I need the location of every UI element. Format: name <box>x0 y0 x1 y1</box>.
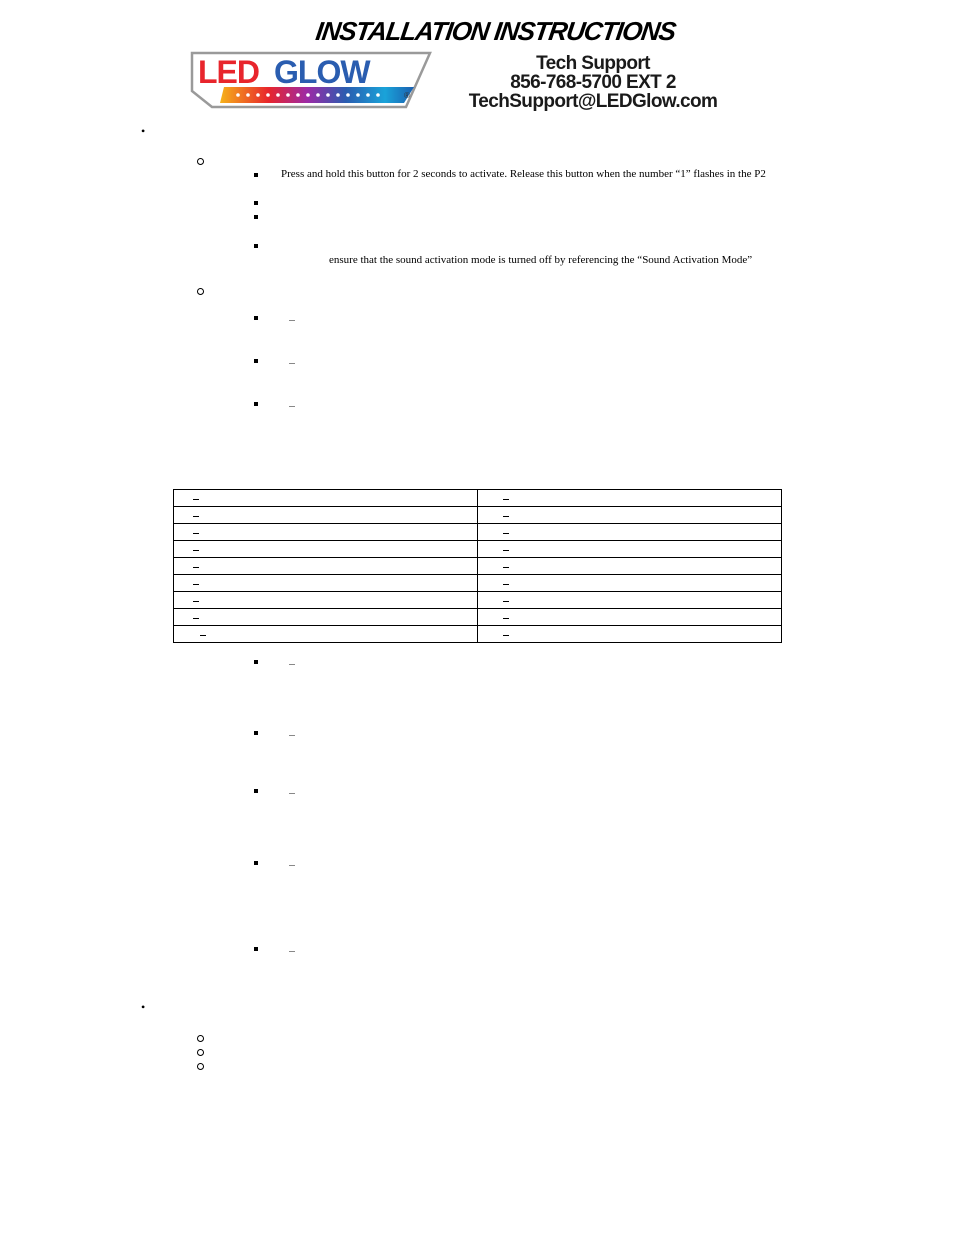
sub-bullet-1 <box>197 158 204 165</box>
item-bullet-8 <box>254 660 258 664</box>
item-bullet-12 <box>254 947 258 951</box>
bullet-1: • <box>141 124 146 138</box>
logo-registered-mark: ® <box>404 91 410 100</box>
item-dash-8 <box>289 664 295 665</box>
table-cell <box>174 541 478 558</box>
item-bullet-1 <box>254 173 258 177</box>
table-row <box>174 609 782 626</box>
table-cell <box>478 490 782 507</box>
ledglow-logo <box>190 51 432 109</box>
table-row <box>174 558 782 575</box>
item-bullet-10 <box>254 789 258 793</box>
settings-table <box>173 489 782 643</box>
table-row <box>174 592 782 609</box>
item-bullet-3 <box>254 215 258 219</box>
table-cell <box>174 524 478 541</box>
table-cell <box>478 524 782 541</box>
table-cell <box>174 558 478 575</box>
item-bullet-7 <box>254 402 258 406</box>
item-dash-6 <box>289 363 295 364</box>
table-row <box>174 626 782 643</box>
item-dash-7 <box>289 406 295 407</box>
item-bullet-9 <box>254 731 258 735</box>
logo-text-led: LED <box>198 54 259 90</box>
support-email: TechSupport@LEDGlow.com <box>468 91 718 112</box>
item-bullet-6 <box>254 359 258 363</box>
sub-bullet-3 <box>197 1035 204 1042</box>
table-cell <box>174 609 478 626</box>
table-row <box>174 575 782 592</box>
table-cell <box>174 507 478 524</box>
sub-bullet-5 <box>197 1063 204 1070</box>
item-dash-12 <box>289 951 295 952</box>
table-row <box>174 507 782 524</box>
table-cell <box>478 575 782 592</box>
support-phone: 856-768-5700 EXT 2 <box>510 72 676 93</box>
table-row <box>174 490 782 507</box>
item-dash-5 <box>289 320 295 321</box>
table-cell <box>174 575 478 592</box>
support-label: Tech Support <box>536 53 650 74</box>
table-cell <box>478 626 782 643</box>
item-bullet-2 <box>254 201 258 205</box>
table-cell <box>478 592 782 609</box>
table-cell <box>174 592 478 609</box>
item-dash-10 <box>289 793 295 794</box>
sub-bullet-4 <box>197 1049 204 1056</box>
bullet-2: • <box>141 1000 146 1014</box>
table-cell <box>174 490 478 507</box>
item-bullet-5 <box>254 316 258 320</box>
table-row <box>174 541 782 558</box>
table-cell <box>478 507 782 524</box>
logo-text-glow: GLOW <box>274 54 370 90</box>
tech-support-block <box>462 54 724 111</box>
item-dash-9 <box>289 735 295 736</box>
item-dash-11 <box>289 865 295 866</box>
sound-mode-text: ensure that the sound activation mode is turned off by referencing the “Sound Activation Mode” <box>329 254 753 266</box>
table-cell <box>478 609 782 626</box>
table-cell <box>478 541 782 558</box>
press-hold-text: Press and hold this button for 2 seconds to activate. Release this button when the number “1” flashes in the P2 <box>281 168 766 180</box>
page-title: INSTALLATION INSTRUCTIONS <box>313 16 678 46</box>
item-bullet-4 <box>254 244 258 248</box>
item-bullet-11 <box>254 861 258 865</box>
table-cell <box>478 558 782 575</box>
sub-bullet-2 <box>197 288 204 295</box>
table-row <box>174 524 782 541</box>
table-cell <box>174 626 478 643</box>
